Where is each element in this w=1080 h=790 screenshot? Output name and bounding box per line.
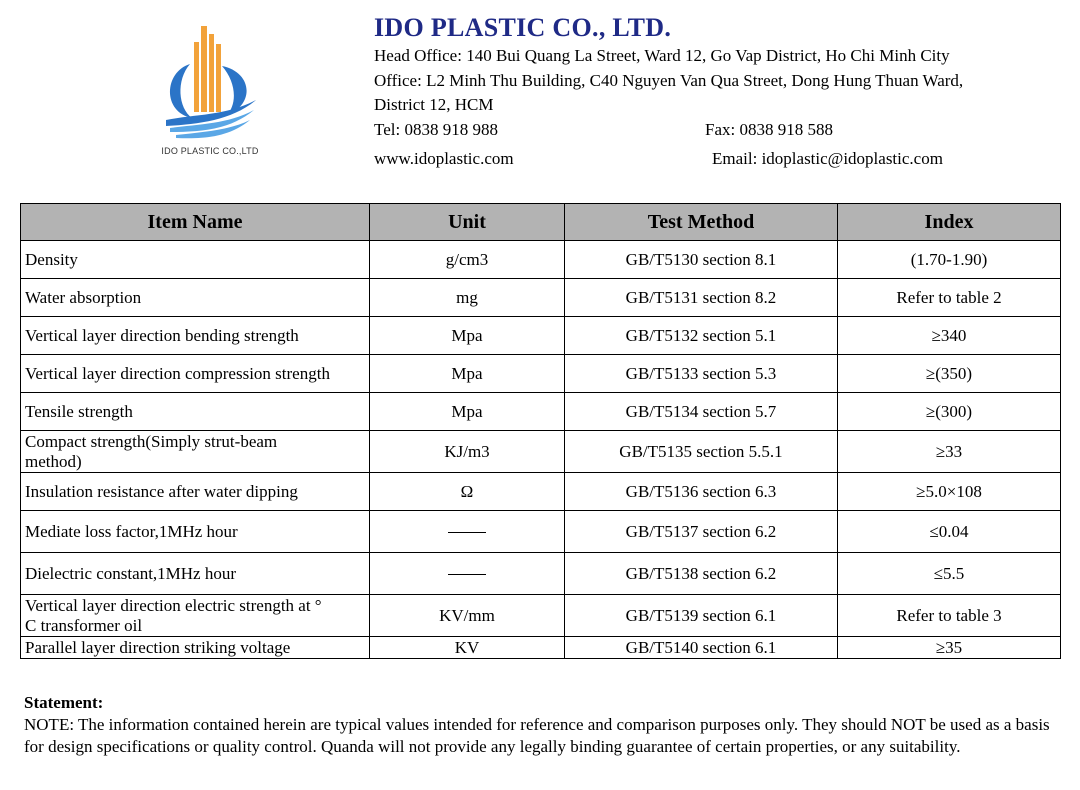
table-row (21, 511, 1061, 553)
unit: mg (370, 279, 565, 317)
email-link[interactable]: Email: idoplastic@idoplastic.com (712, 148, 943, 168)
index-value: ≥(350) (838, 355, 1061, 393)
item-name-line2: method) (25, 451, 82, 471)
unit: KV (370, 637, 565, 659)
office-address-line1: Office: L2 Minh Thu Building, C40 Nguyen Van Qua Street, Dong Hung Thuan Ward, (374, 70, 964, 90)
unit: Mpa (370, 317, 565, 355)
unit: KJ/m3 (370, 431, 565, 473)
test-method: GB/T5135 section 5.5.1 (565, 431, 838, 473)
web-row (374, 147, 1064, 176)
item-name: Vertical layer direction bending strength (21, 317, 370, 355)
fax: Fax: 0838 918 588 (705, 119, 833, 139)
column-header-index: Index (838, 204, 1061, 241)
index-value: (1.70-1.90) (838, 241, 1061, 279)
test-method: GB/T5140 section 6.1 (565, 637, 838, 659)
unit: KV/mm (370, 595, 565, 637)
test-method: GB/T5130 section 8.1 (565, 241, 838, 279)
test-method: GB/T5134 section 5.7 (565, 393, 838, 431)
index-value: ≥5.0×108 (838, 473, 1061, 511)
item-name: Mediate loss factor,1MHz hour (21, 511, 370, 553)
logo-caption: IDO PLASTIC CO.,LTD (161, 146, 259, 156)
unit (370, 511, 565, 553)
phone-row (374, 118, 1064, 147)
item-name: Parallel layer direction striking voltage (21, 637, 370, 659)
table-row (21, 317, 1061, 355)
table-row (21, 241, 1061, 279)
test-method: GB/T5137 section 6.2 (565, 511, 838, 553)
company-name: IDO PLASTIC CO., LTD. (374, 13, 672, 42)
item-name: Dielectric constant,1MHz hour (21, 553, 370, 595)
table-row (21, 431, 1061, 473)
table-row (21, 355, 1061, 393)
office-address-line2: District 12, HCM (374, 95, 494, 114)
telephone: Tel: 0838 918 988 (374, 119, 498, 139)
item-name: Density (21, 241, 370, 279)
table-row (21, 473, 1061, 511)
item-name: Tensile strength (21, 393, 370, 431)
unit: Mpa (370, 393, 565, 431)
item-name: Vertical layer direction compression strength (21, 355, 370, 393)
statement-note: NOTE: The information contained herein are typical values intended for reference and comparison purposes only. They should NOT be used as a basis for design specifications or quality control. Quanda will not provide any legally binding guarantee of certain properties, or any suitability. (24, 715, 1050, 756)
unit: Mpa (370, 355, 565, 393)
item-name: Insulation resistance after water dipping (21, 473, 370, 511)
table-row (21, 595, 1061, 637)
index-value: ≤0.04 (838, 511, 1061, 553)
item-name-line1: Compact strength(Simply strut-beam (25, 431, 278, 451)
index-value: Refer to table 2 (838, 279, 1061, 317)
dash-line-icon (448, 574, 486, 575)
test-method: GB/T5136 section 6.3 (565, 473, 838, 511)
table-row (21, 393, 1061, 431)
index-value: ≥(300) (838, 393, 1061, 431)
table-row (21, 553, 1061, 595)
index-value: ≥35 (838, 637, 1061, 659)
test-method: GB/T5138 section 6.2 (565, 553, 838, 595)
item-name: Water absorption (21, 279, 370, 317)
unit: g/cm3 (370, 241, 565, 279)
logo-emblem-icon (156, 20, 264, 142)
item-name (21, 595, 370, 637)
column-header-test-method: Test Method (565, 204, 838, 241)
company-info (374, 12, 1064, 176)
dash-line-icon (448, 532, 486, 533)
company-logo (140, 20, 280, 160)
statement-section (24, 692, 1060, 758)
item-name-line1: Vertical layer direction electric strength at ° (25, 595, 322, 615)
unit (370, 553, 565, 595)
test-method: GB/T5131 section 8.2 (565, 279, 838, 317)
test-method: GB/T5132 section 5.1 (565, 317, 838, 355)
table-header-row (21, 204, 1061, 241)
test-method: GB/T5139 section 6.1 (565, 595, 838, 637)
table-row (21, 637, 1061, 659)
item-name-line2: C transformer oil (25, 615, 143, 635)
table-row (21, 279, 1061, 317)
index-value: ≥33 (838, 431, 1061, 473)
index-value: ≥340 (838, 317, 1061, 355)
test-method: GB/T5133 section 5.3 (565, 355, 838, 393)
statement-title: Statement: (24, 693, 104, 712)
column-header-item-name: Item Name (21, 204, 370, 241)
index-value: ≤5.5 (838, 553, 1061, 595)
item-name (21, 431, 370, 473)
website-link[interactable]: www.idoplastic.com (374, 148, 514, 168)
specification-table (20, 203, 1061, 659)
head-office-address: Head Office: 140 Bui Quang La Street, Ward 12, Go Vap District, Ho Chi Minh City (374, 46, 950, 65)
index-value: Refer to table 3 (838, 595, 1061, 637)
column-header-unit: Unit (370, 204, 565, 241)
unit: Ω (370, 473, 565, 511)
